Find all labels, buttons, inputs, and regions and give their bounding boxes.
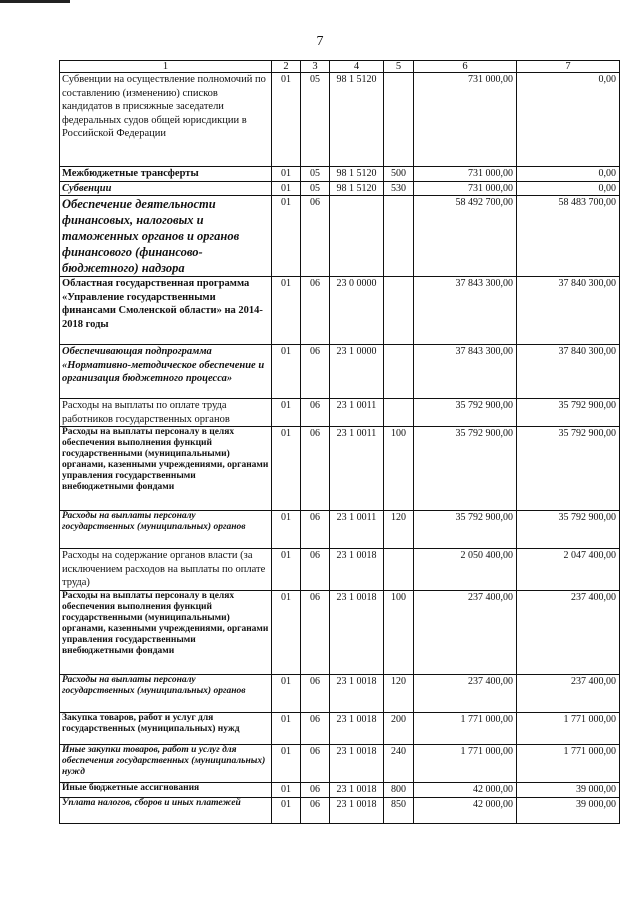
row-name-cell: Субвенции на осуществление полномочий по составлению (изменению) списков кандидатов в присяжные заседатели федеральных судов общей юрисдикции в Российской Федерации	[60, 73, 272, 167]
table-row	[60, 713, 620, 745]
table-row	[60, 167, 620, 182]
section-code-cell: 01	[272, 745, 301, 783]
row-name-cell: Закупка товаров, работ и услуг для государственных (муниципальных) нужд	[60, 713, 272, 745]
subsection-code-cell: 06	[301, 277, 330, 345]
amount-cell: 42 000,00	[414, 783, 517, 798]
expense-type-cell	[384, 345, 414, 399]
table-row	[60, 181, 620, 196]
target-article-cell: 23 1 0011	[330, 427, 384, 511]
table-row	[60, 73, 620, 167]
row-name-cell: Расходы на выплаты персоналу в целях обеспечения выполнения функций государственными (муниципальными) органами, казенными учреждениями, органами управления государственными внебюджетными фондами	[60, 591, 272, 675]
amount-cell: 237 400,00	[517, 675, 620, 713]
section-code-cell: 01	[272, 196, 301, 277]
row-name-cell: Расходы на выплаты персоналу в целях обеспечения выполнения функций государственными (муниципальными) органами, казенными учреждениями, органами управления государственными внебюджетными фондами	[60, 427, 272, 511]
row-name-cell: Уплата налогов, сборов и иных платежей	[60, 797, 272, 823]
amount-cell: 35 792 900,00	[414, 427, 517, 511]
target-article-cell: 23 1 0011	[330, 511, 384, 549]
target-article-cell: 23 0 0000	[330, 277, 384, 345]
section-code-cell: 01	[272, 427, 301, 511]
section-code-cell: 01	[272, 591, 301, 675]
section-code-cell: 01	[272, 399, 301, 427]
amount-cell: 58 492 700,00	[414, 196, 517, 277]
amount-cell: 0,00	[517, 73, 620, 167]
amount-cell: 37 843 300,00	[414, 345, 517, 399]
table-row	[60, 196, 620, 277]
target-article-cell: 98 1 5120	[330, 167, 384, 182]
row-name-cell: Расходы на выплаты персоналу государственных (муниципальных) органов	[60, 511, 272, 549]
header-cell: 1	[60, 61, 272, 73]
scan-corner-mark	[0, 0, 70, 3]
amount-cell: 731 000,00	[414, 73, 517, 167]
subsection-code-cell: 06	[301, 797, 330, 823]
subsection-code-cell: 06	[301, 196, 330, 277]
amount-cell: 1 771 000,00	[414, 745, 517, 783]
header-cell: 2	[272, 61, 301, 73]
target-article-cell: 23 1 0018	[330, 745, 384, 783]
subsection-code-cell: 05	[301, 73, 330, 167]
expense-type-cell	[384, 196, 414, 277]
amount-cell: 35 792 900,00	[414, 399, 517, 427]
header-cell: 4	[330, 61, 384, 73]
subsection-code-cell: 05	[301, 181, 330, 196]
subsection-code-cell: 06	[301, 345, 330, 399]
section-code-cell: 01	[272, 549, 301, 591]
page-number: 7	[316, 34, 324, 49]
row-name-cell: Иные закупки товаров, работ и услуг для обеспечения государственных (муниципальных) нужд	[60, 745, 272, 783]
expense-type-cell: 200	[384, 713, 414, 745]
amount-cell: 237 400,00	[414, 675, 517, 713]
amount-cell: 1 771 000,00	[414, 713, 517, 745]
amount-cell: 39 000,00	[517, 797, 620, 823]
amount-cell: 35 792 900,00	[517, 427, 620, 511]
section-code-cell: 01	[272, 181, 301, 196]
row-name-cell: Иные бюджетные ассигнования	[60, 783, 272, 798]
expense-type-cell: 100	[384, 591, 414, 675]
amount-cell: 2 050 400,00	[414, 549, 517, 591]
header-cell: 7	[517, 61, 620, 73]
row-name-cell: Обеспечивающая подпрограмма «Нормативно-методическое обеспечение и организация бюджетного процесса»	[60, 345, 272, 399]
budget-table	[59, 60, 620, 824]
section-code-cell: 01	[272, 511, 301, 549]
target-article-cell: 23 1 0000	[330, 345, 384, 399]
header-row	[60, 61, 620, 73]
row-name-cell: Межбюджетные трансферты	[60, 167, 272, 182]
amount-cell: 39 000,00	[517, 783, 620, 798]
table-row	[60, 345, 620, 399]
table-row	[60, 277, 620, 345]
target-article-cell: 23 1 0018	[330, 591, 384, 675]
subsection-code-cell: 06	[301, 713, 330, 745]
subsection-code-cell: 05	[301, 167, 330, 182]
amount-cell: 237 400,00	[517, 591, 620, 675]
target-article-cell: 98 1 5120	[330, 181, 384, 196]
row-name-cell: Расходы на выплаты по оплате труда работников государственных органов	[60, 399, 272, 427]
amount-cell: 1 771 000,00	[517, 713, 620, 745]
expense-type-cell: 800	[384, 783, 414, 798]
target-article-cell: 23 1 0018	[330, 675, 384, 713]
subsection-code-cell: 06	[301, 427, 330, 511]
amount-cell: 2 047 400,00	[517, 549, 620, 591]
section-code-cell: 01	[272, 797, 301, 823]
expense-type-cell	[384, 73, 414, 167]
amount-cell: 37 843 300,00	[414, 277, 517, 345]
expense-type-cell: 100	[384, 427, 414, 511]
expense-type-cell: 850	[384, 797, 414, 823]
table-row	[60, 591, 620, 675]
subsection-code-cell: 06	[301, 399, 330, 427]
header-cell: 5	[384, 61, 414, 73]
amount-cell: 58 483 700,00	[517, 196, 620, 277]
amount-cell: 0,00	[517, 167, 620, 182]
amount-cell: 37 840 300,00	[517, 345, 620, 399]
target-article-cell: 98 1 5120	[330, 73, 384, 167]
amount-cell: 35 792 900,00	[414, 511, 517, 549]
subsection-code-cell: 06	[301, 675, 330, 713]
header-cell: 6	[414, 61, 517, 73]
section-code-cell: 01	[272, 277, 301, 345]
amount-cell: 37 840 300,00	[517, 277, 620, 345]
target-article-cell: 23 1 0018	[330, 713, 384, 745]
section-code-cell: 01	[272, 713, 301, 745]
section-code-cell: 01	[272, 73, 301, 167]
table-row	[60, 427, 620, 511]
table-row	[60, 783, 620, 798]
section-code-cell: 01	[272, 167, 301, 182]
target-article-cell: 23 1 0018	[330, 783, 384, 798]
table-row	[60, 549, 620, 591]
expense-type-cell	[384, 549, 414, 591]
subsection-code-cell: 06	[301, 591, 330, 675]
expense-type-cell: 120	[384, 511, 414, 549]
header-cell: 3	[301, 61, 330, 73]
amount-cell: 731 000,00	[414, 181, 517, 196]
amount-cell: 731 000,00	[414, 167, 517, 182]
row-name-cell: Обеспечение деятельности финансовых, налоговых и таможенных органов и органов финансового (финансово-бюджетного) надзора	[60, 196, 272, 277]
expense-type-cell: 120	[384, 675, 414, 713]
target-article-cell	[330, 196, 384, 277]
target-article-cell: 23 1 0011	[330, 399, 384, 427]
table-row	[60, 399, 620, 427]
expense-type-cell: 530	[384, 181, 414, 196]
table-row	[60, 745, 620, 783]
row-name-cell: Областная государственная программа «Управление государственными финансами Смоленской области» на 2014-2018 годы	[60, 277, 272, 345]
section-code-cell: 01	[272, 783, 301, 798]
amount-cell: 42 000,00	[414, 797, 517, 823]
section-code-cell: 01	[272, 345, 301, 399]
amount-cell: 0,00	[517, 181, 620, 196]
subsection-code-cell: 06	[301, 783, 330, 798]
amount-cell: 35 792 900,00	[517, 399, 620, 427]
table-row	[60, 511, 620, 549]
expense-type-cell	[384, 399, 414, 427]
amount-cell: 1 771 000,00	[517, 745, 620, 783]
section-code-cell: 01	[272, 675, 301, 713]
row-name-cell: Расходы на выплаты персоналу государственных (муниципальных) органов	[60, 675, 272, 713]
subsection-code-cell: 06	[301, 745, 330, 783]
amount-cell: 35 792 900,00	[517, 511, 620, 549]
expense-type-cell: 240	[384, 745, 414, 783]
table-row	[60, 797, 620, 823]
target-article-cell: 23 1 0018	[330, 549, 384, 591]
amount-cell: 237 400,00	[414, 591, 517, 675]
subsection-code-cell: 06	[301, 511, 330, 549]
target-article-cell: 23 1 0018	[330, 797, 384, 823]
table-row	[60, 675, 620, 713]
row-name-cell: Субвенции	[60, 181, 272, 196]
expense-type-cell: 500	[384, 167, 414, 182]
row-name-cell: Расходы на содержание органов власти (за исключением расходов на выплаты по оплате труда)	[60, 549, 272, 591]
subsection-code-cell: 06	[301, 549, 330, 591]
expense-type-cell	[384, 277, 414, 345]
